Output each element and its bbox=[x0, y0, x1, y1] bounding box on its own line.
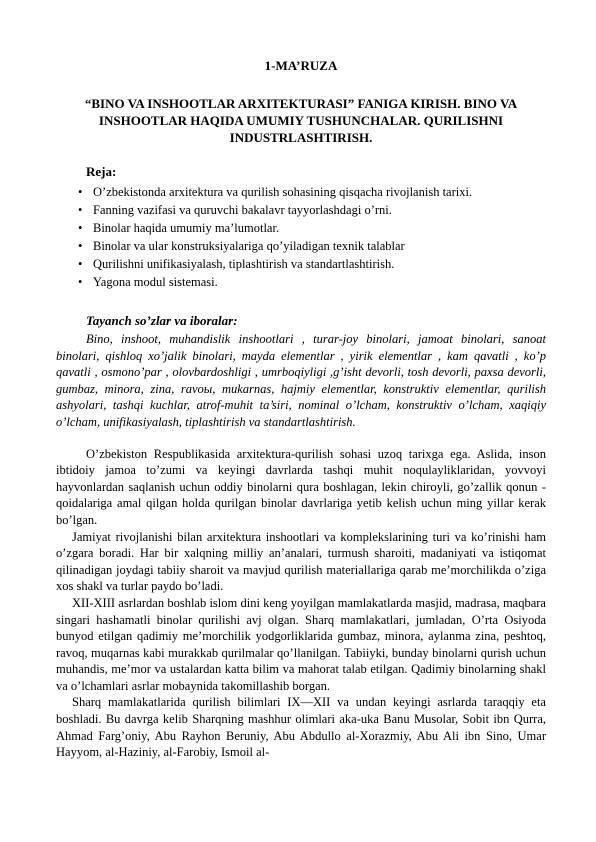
plan-item: • Binolar haqida umumiy ma’lumotlar. bbox=[78, 219, 546, 237]
plan-item: • Qurilishni unifikasiyalash, tiplashtirish va standartlashtirish. bbox=[78, 255, 546, 273]
plan-heading: Reja: bbox=[86, 164, 117, 179]
lecture-number: 1-MA’RUZA bbox=[264, 58, 338, 73]
keywords-heading: Tayanch so’zlar va iboralar: bbox=[86, 313, 238, 328]
plan-item: • Yagona modul sistemasi. bbox=[78, 273, 546, 291]
body-paragraph: Jamiyat rivojlanishi bilan arxitektura inshootlari va komplekslarining turi va ko’rinishi ham o’zgara boradi. Har bir xalqning milliy an’analari, turmush sharoiti, madaniyati va istiqomat qilinadigan joydagi tabiiy sharoit va mavjud qurilish materiallariga qarab me’morchilikda o’ziga xos shakl va turlar paydo bo’ladi. bbox=[56, 529, 546, 594]
body-paragraph: XII-XIII asrlardan boshlab islom dini keng yoyilgan mamlakatlarda masjid, madrasa, maqbara singari hashamatli binolar qurilishi avj olgan. Sharq mamlakatlari, jumladan, O’rta Osiyoda bunyod etilgan qadimiy me’morchilik yodgorliklarida gumbaz, minora, aylanma zina, peshtoq, ravoq, muqarnas kabi murakkab qurilmalar qo’llanilgan. Tabiiyki, bunday binolarni qurish uchun muhandis, me’mor va ustalardan katta bilim va mahorat talab etilgan. Qadimiy binolarning shakl va o’lchamlari asrlar mobaynida takomillashib borgan. bbox=[56, 595, 546, 693]
document-title: “BINO VA INSHOOTLAR ARXITEKTURASI” FANIGA KIRISH. BINO VA INSHOOTLAR HAQIDA UMUMIY TUSHUNCHALAR. QURILISHNI INDUSTRLASHTIRISH. bbox=[84, 96, 518, 145]
plan-list bbox=[56, 183, 546, 291]
plan-item: • Fanning vazifasi va quruvchi bakalavr tayyorlashdagi o’rni. bbox=[78, 201, 546, 219]
body-paragraph: O’zbekiston Respublikasida arxitektura-qurilish sohasi uzoq tarixga ega. Aslida, inson ibtidoiy jamoa to’zumi va keyingi davrlarda tashqi muhit noqulayliklaridan, yovvoyi hayvonlardan saqlanish uchun oddiy binolarni qura boshlagan, lekin chiroyli, go’zallik qonun - qoidalariga amal qilgan holda qurilgan binolar davrlariga yetib kelish uchun ming yillar kerak bo’lgan. bbox=[56, 446, 546, 527]
keywords-text: Bino, inshoot, muhandislik inshootlari , turar-joy binolari, jamoat binolari, sanoat binolari, qishloq xo’jalik binolari, mayda elementlar , yirik elementlar , kam qavatli , ko’p qavatli , osmono’par , olovbardoshligi , umrboqiyligi ,g’isht devorli, tosh devorli, paxsa devorli, gumbaz, minora, zina, ravoы, mukarnas, hajmiy elementlar, konstruktiv elementlar, qurilish ashyolari, tashqi kuchlar, atrof-muhit ta’siri, nominal o’lcham, konstruktiv o’lcham, xaqiqiy o’lcham, unifikasiyalash, tiplashtirish va standartlashtirish. bbox=[56, 332, 546, 429]
body-paragraph: Sharq mamlakatlarida qurilish bilimlari IX—XII va undan keyingi asrlarda taraqqiy eta boshladi. Bu davrga kelib Sharqning mashhur olimlari aka-uka Banu Musolar, Sobit ibn Qurra, Ahmad Farg’oniy, Abu Rayhon Beruniy, Abu Abdullo al-Xorazmiy, Abu Ali ibn Sino, Umar Hayyom, al-Haziniy, al-Farobiy, Ismoil al- bbox=[56, 695, 546, 760]
plan-item: • Binolar va ular konstruksiyalariga qo’yiladigan texnik talablar bbox=[78, 237, 546, 255]
plan-item: • O’zbekistonda arxitektura va qurilish sohasining qisqacha rivojlanish tarixi. bbox=[78, 183, 546, 201]
